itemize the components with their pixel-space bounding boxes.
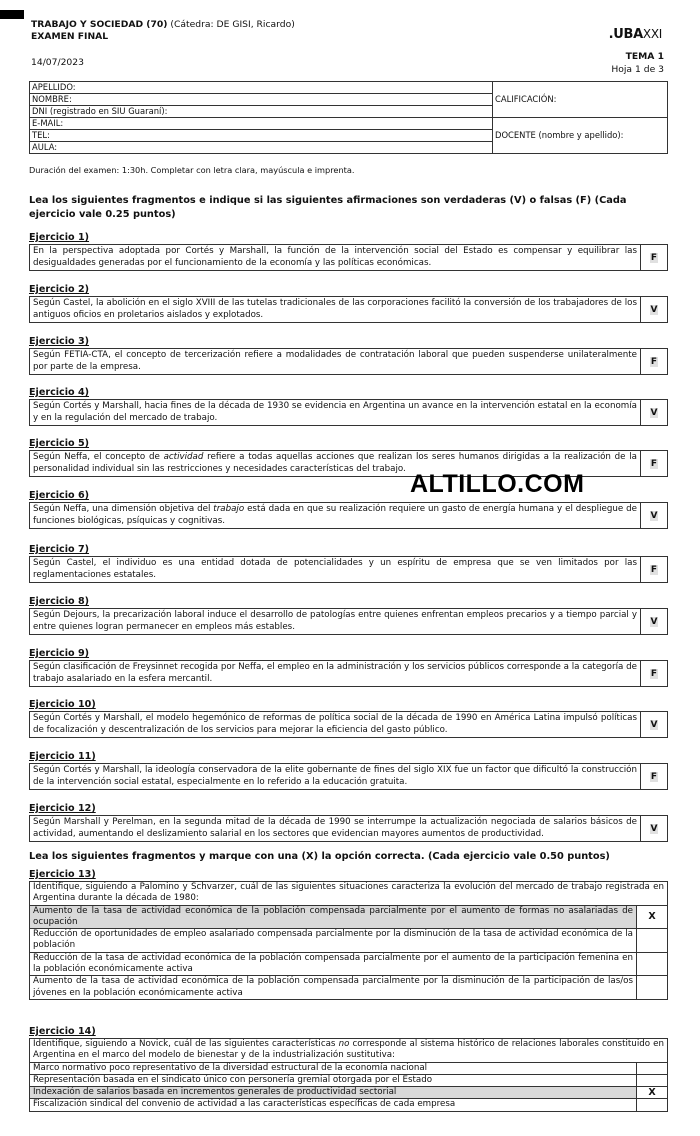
logo-main: .UBA [608,27,643,42]
exercise-title: Ejercicio 1) [29,232,90,243]
exercise-box [29,763,668,790]
tf-exercise [29,648,668,687]
exercise-statement: Según Cortés y Marshall, el modelo hegemónico de reformas de política social de la década de 1990 en América Latina impulsó políticas de focalización y descentralización de los servicios para mejorar la eficiencia del gasto público. [30,712,641,737]
exercise-statement: En la perspectiva adoptada por Cortés y Marshall, la función de la intervención social del Estado es compensar y equilibrar las desigualdades generadas por el funcionamiento de la economía y las políticas económicas. [30,245,641,270]
exercise-title: Ejercicio 5) [29,438,90,449]
exam-type: EXAMEN FINAL [31,31,109,42]
watermark: ALTILLO.COM [410,470,585,498]
exercise-title: Ejercicio 11) [29,751,96,762]
mc-option-mark[interactable] [637,1099,668,1111]
answer-mark: V [650,304,658,315]
answer-cell[interactable] [641,503,667,528]
section1-instructions: Lea los siguientes fragmentos e indique si las siguientes afirmaciones son verdaderas (V) o falsas (F) (Cada ejercicio vale 0.25 puntos) [29,195,627,220]
answer-cell[interactable] [641,557,667,582]
answer-mark: F [650,356,658,367]
answer-mark: V [650,616,658,627]
mc-option-text: Aumento de la tasa de actividad económica de la población compensada parcialmente por el aumento de formas no asalariadas de ocupación [30,905,637,929]
field-docente[interactable]: DOCENTE (nombre y apellido): [493,118,668,154]
tf-exercise [29,751,668,790]
section2-instructions: Lea los siguientes fragmentos y marque con una (X) la opción correcta. (Cada ejercicio vale 0.50 puntos) [29,851,610,862]
mc-option-row [30,1074,668,1086]
mc-option-row [30,952,668,976]
exercise-box [29,296,668,323]
mc-option-mark[interactable] [637,1062,668,1074]
answer-cell[interactable] [641,609,667,634]
exercise-statement: Según Castel, el individuo es una entidad dotada de potencialidades y un espíritu de empresa que se ven limitados por las reglamentaciones estatales. [30,557,641,582]
exercise-title: Ejercicio 9) [29,648,90,659]
exercise-title: Ejercicio 8) [29,596,90,607]
mc-option-text: Fiscalización sindical del convenio de actividad a las características específicas de cada empresa [30,1099,637,1111]
answer-mark: F [650,668,658,679]
mc-table [29,1038,668,1112]
mc-option-text: Aumento de la tasa de actividad económica de la población compensada parcialmente por la disminución de la participación de las/os jóvenes en la población económicamente activa [30,976,637,1000]
exam-duration: Duración del examen: 1:30h. Completar con letra clara, mayúscula e imprenta. [29,165,355,175]
mc-option-text: Marco normativo poco representativo de la diversidad estructural de la economía nacional [30,1062,637,1074]
corner-mark [0,10,24,19]
mc-table [29,881,668,1000]
exercise-box [29,608,668,635]
mc-option-row [30,1062,668,1074]
field-apellido[interactable]: APELLIDO: [30,82,493,94]
mc-question: Identifique, siguiendo a Palomino y Schvarzer, cuál de las siguientes situaciones caracteriza la evolución del mercado de trabajo registrada en Argentina durante la década de 1980: [30,882,668,906]
answer-mark: F [650,458,658,469]
mc-option-row [30,1087,668,1099]
exam-date: 14/07/2023 [31,57,84,68]
tema-block [611,50,664,76]
tema-label: TEMA 1 [625,51,664,62]
exercise-title: Ejercicio 4) [29,387,90,398]
mc-question: Identifique, siguiendo a Novick, cuál de las siguientes características no corresponde al sistema histórico de relaciones laborales constituido en Argentina en el marco del modelo de bienestar y de la industrialización sustitutiva: [30,1039,668,1063]
answer-cell[interactable] [641,712,667,737]
exercise-box [29,502,668,529]
answer-mark: V [650,407,658,418]
exercise-title: Ejercicio 14) [29,1026,96,1037]
exercise-statement: Según Castel, la abolición en el siglo XVIII de las tutelas tradicionales de las corporaciones facilitó la conversión de los trabajadores de los antiguos oficios en proletarios aislados y explotados. [30,297,641,322]
field-nombre[interactable]: NOMBRE: [30,94,493,106]
tf-exercise [29,596,668,635]
tf-exercise [29,387,668,426]
tf-exercise [29,232,668,271]
exercise-title: Ejercicio 13) [29,869,96,880]
header-left [31,19,295,43]
mc-option-row [30,905,668,929]
answer-cell[interactable] [641,245,667,270]
tf-exercise [29,544,668,583]
mc-option-mark[interactable] [637,929,668,953]
field-dni[interactable]: DNI (registrado en SIU Guaraní): [30,106,493,118]
exercise-box [29,711,668,738]
tf-exercise [29,284,668,323]
answer-mark: F [650,771,658,782]
exercise-title: Ejercicio 12) [29,803,96,814]
exercise-title: Ejercicio 10) [29,699,96,710]
mc-option-text: Reducción de la tasa de actividad económica de la población compensada parcialmente por el aumento de la participación femenina en la población económicamente activa [30,952,637,976]
answer-mark: F [650,564,658,575]
answer-cell[interactable] [641,297,667,322]
answer-mark: V [650,510,658,521]
mc-option-mark[interactable] [637,952,668,976]
mc-option-row [30,929,668,953]
answer-cell[interactable] [641,816,667,841]
field-email[interactable]: E-MAIL: [30,118,493,130]
exercise-box [29,348,668,375]
answer-cell[interactable] [641,764,667,789]
exercise-box [29,660,668,687]
answer-cell[interactable] [641,661,667,686]
mc-option-mark[interactable] [637,1074,668,1086]
field-tel[interactable]: TEL: [30,130,493,142]
mc-option-row [30,1099,668,1111]
exercise-statement: Según Neffa, el concepto de actividad refiere a todas aquellas acciones que realizan los seres humanos dirigidas a la realización de la personalidad individual sin las restricciones y necesidades características del trabajo. [30,451,641,476]
exercise-box [29,399,668,426]
exercise-statement: Según FETIA-CTA, el concepto de tercerización refiere a modalidades de contratación laboral que pueden suspenderse unilateralmente por parte de la empresa. [30,349,641,374]
exercise-statement: Según Cortés y Marshall, hacia fines de la década de 1930 se evidencia en Argentina un avance en la intervención estatal en la economía y en la regulación del mercado de trabajo. [30,400,641,425]
mc-option-text: Reducción de oportunidades de empleo asalariado compensada parcialmente por la disminución de la tasa de actividad económica de la población [30,929,637,953]
mc-option-mark[interactable]: X [637,1087,668,1099]
field-aula[interactable]: AULA: [30,142,493,154]
answer-cell[interactable] [641,451,667,476]
answer-mark: F [650,252,658,263]
exercise-statement: Según Dejours, la precarización laboral induce el desarrollo de patologías entre quienes enfrentan empleos precarios y a tiempo parcial y entre quienes logran permanecer en empleos más estables. [30,609,641,634]
exercise-statement: Según Cortés y Marshall, la ideología conservadora de la elite gobernante de fines del siglo XIX fue un factor que dificultó la construcción de la intervención social estatal, especialmente en lo referido a la educación gratuita. [30,764,641,789]
mc-option-mark[interactable]: X [637,905,668,929]
exercise-title: Ejercicio 6) [29,490,90,501]
tf-exercise [29,803,668,842]
exercise-box [29,556,668,583]
mc-option-text: Indexación de salarios basada en incrementos generales de productividad sectorial [30,1087,637,1099]
mc-option-row [30,976,668,1000]
chair: (Cátedra: DE GISI, Ricardo) [170,19,295,30]
exercise-statement: Según Neffa, una dimensión objetiva del trabajo está dada en que su realización requiere un gasto de energía humana y el despliegue de funciones biológicas, psíquicas y cognitivas. [30,503,641,528]
mc-option-mark[interactable] [637,976,668,1000]
answer-mark: V [650,823,658,834]
mc-exercise [29,1026,668,1112]
answer-mark: V [650,719,658,730]
exercise-box [29,815,668,842]
uba-logo [609,27,662,42]
exercise-statement: Según Marshall y Perelman, en la segunda mitad de la década de 1990 se interrumpe la actualización negociada de salarios básicos de actividad, aumentando el deslizamiento salarial en los sectores que evidencian mayores aumentos de productividad. [30,816,641,841]
field-calificacion[interactable]: CALIFICACIÓN: [493,82,668,118]
course-title: TRABAJO Y SOCIEDAD (70) [31,19,168,30]
mc-exercise [29,869,668,1000]
exercise-statement: Según clasificación de Freysinnet recogida por Neffa, el empleo en la administración y los servicios públicos corresponde a la categoría de trabajo asalariado en la esfera mercantil. [30,661,641,686]
page-indicator: Hoja 1 de 3 [611,64,664,75]
tf-exercise [29,336,668,375]
student-info-table [29,81,668,154]
exercise-title: Ejercicio 3) [29,336,90,347]
exercise-title: Ejercicio 2) [29,284,90,295]
answer-cell[interactable] [641,349,667,374]
tf-exercise [29,699,668,738]
answer-cell[interactable] [641,400,667,425]
exercise-box [29,244,668,271]
exercise-title: Ejercicio 7) [29,544,90,555]
logo-suffix: XXI [642,27,662,41]
mc-option-text: Representación basada en el sindicato único con personería gremial otorgada por el Estado [30,1074,637,1086]
